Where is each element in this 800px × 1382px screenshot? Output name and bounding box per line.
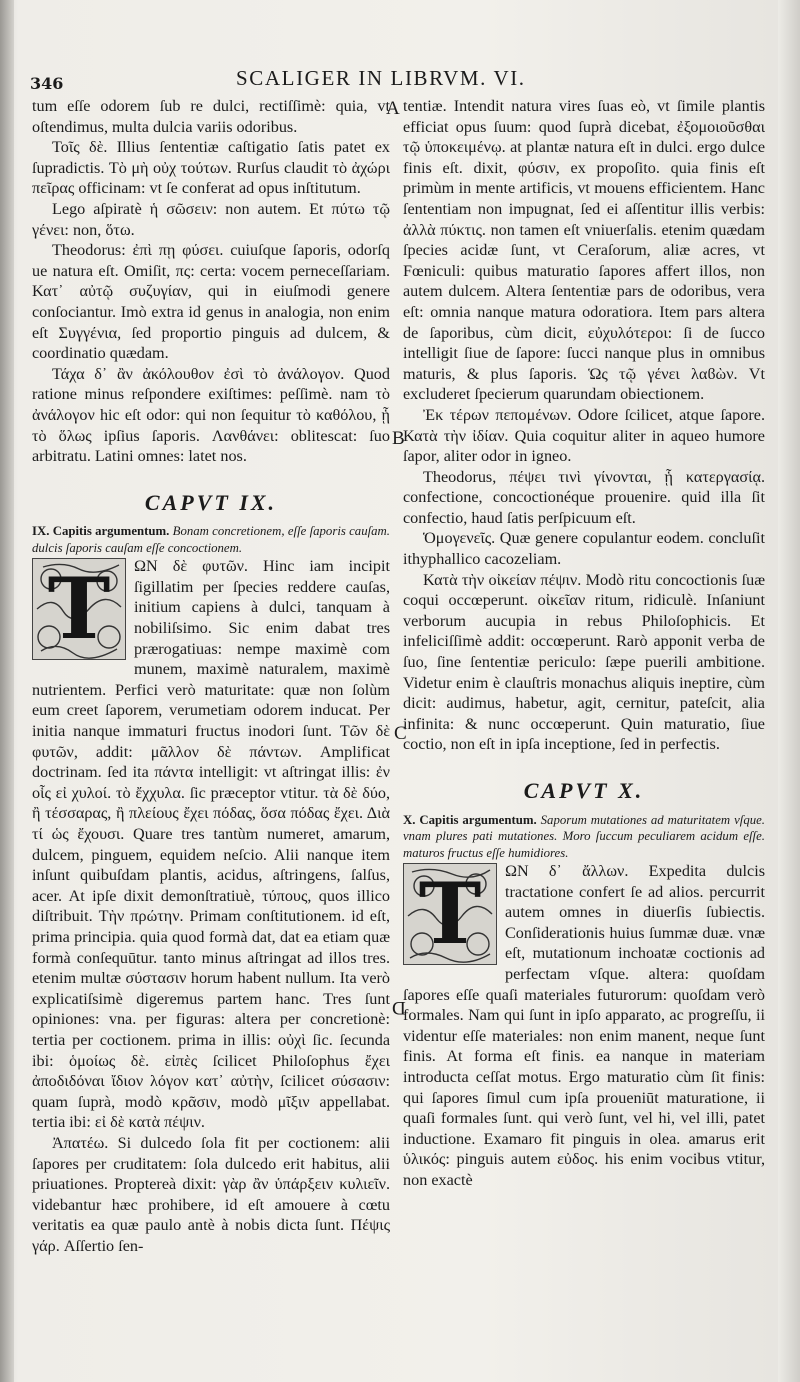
chapter-argument bbox=[32, 523, 390, 556]
left-column bbox=[32, 96, 390, 1256]
page-header bbox=[30, 60, 770, 93]
page-edge bbox=[778, 0, 800, 1382]
margin-letter-b: B bbox=[392, 428, 405, 449]
margin-letter-d: D bbox=[392, 997, 406, 1018]
argument-label: IX. Capitis argumentum. bbox=[32, 524, 170, 539]
paragraph: Κατὰ τὴν οἰκείαν πέψιν. Modò ritu concoctionis ſuæ coqui occœperunt. οἰκεῖαν ritum, ridiculè. Inſaniunt verborum aucupia in rebus Philoſophicis. Et infeliciſſimè addit: occœperunt. Rarò apponit verba de ſuo, ſine ſententiæ periculo: ſæpe puerili ambitione. Videtur enim è clauſtris monachus aliquis ineptire, cùm dicit: audimus, habetur, agit, cernitur, pateſcit, alia infinita: & nunc occœperunt. Quin maturatio, ſiue coctio, non eſt in ipſa inceptione, ſed in perfectis. bbox=[403, 570, 765, 754]
chapter-heading: CAPVT X. bbox=[523, 778, 645, 803]
argument-text: Saporum mutationes ad maturitatem vſque. vnam plures pati mutationes. Moro ſuccum peculiarem acidum eſſe. maturos fructus eſſe humidiores. bbox=[403, 812, 765, 860]
book-spine-shadow bbox=[0, 0, 14, 1382]
paragraph: Τάχα δ᾽ ἂν ἀκόλουθον ἐσὶ τὸ ἀνάλογον. Quod ratione minus reſpondere exiſtimes: peſſimè. nam τὸ ἀνάλογον hic eſt odor: qui non ſequitur τὸ καθόλου, ᾗ τὸ ὅλως ipſius ſaporis. Λανθάνει: oblitescat: ſuo arbitratu. Latini omnes: latet nos. bbox=[32, 364, 390, 466]
paragraph: Ἐκ τέρων πεπομένων. Odore ſcilicet, atque ſapore. Κατὰ τὴν ἰδίαν. Quia coquitur aliter in aqueo humore ſapor, aliter odor in igneo. bbox=[403, 405, 765, 466]
paragraph: Lego aſpiratè ἡ σῶσειν: non autem. Et πύτω τῷ γένει: non, ὅτω. bbox=[32, 199, 390, 239]
paragraph: tentiæ. Intendit natura vires ſuas eò, vt ſimile plantis efficiat opus ſuum: quod ſuprà dicebat, ἐξομοιοῦσθαι τῷ ὑποκειμένῳ. at plantæ natura eſt in dulci. ergo dulce finis eſt. dixit, φύσιν, ex propoſito. quia finis eſt primùm in mente artificis, vt mouens efficientem. Hanc ſententiam non impugnat, ſed ei aſſentitur illis verbis: ἀλλὰ πύκτις. non tamen eſt vniuerſalis. etenim quædam ſpecies acidæ ſunt, vt Ceraſorum, aliæ acres, vt Fœniculi: quibus maturatio ſapores affert illos, non autem dulcem. Altera ſententiæ pars de odoribus, vera eſt: omnia nanque matura odoratiora. Item pars altera de ſaporibus, cùm dicit, εὐχυλότεροι: ſi de ſucco intelligit ſiue de ſapore: ſucci nanque plus in omnibus maturis, & plus ſaporis. Ὡς τῷ γένει λαϐὼν. Vt excluderet ſpecierum quarundam obiectionem. bbox=[403, 97, 765, 404]
paragraph: ΩΝ δὲ φυτῶν. Hinc iam incipit ſigillatim per ſpecies reddere cauſas, initium capiens à dulci, tanquam à nobiliſsimo. Sic enim dabat tres prærogatiuas: nempe maximè com munem, maximè naturalem, maximè nutrientem. Perfici verò maturitate: quæ non ſolùm eum creet ſaporem, verumetiam odorem inducat. Per initia nanque immaturi fructus inodori ſunt. Τῶν δὲ φυτῶν, addit: μᾶλλον δὲ πάντων. Amplificat doctrinam. ſed ita πάντα intelligit: vt aſtringat illis: ἐν οἷς εἰ χυλοί. τὸ ἔχχυλα. ſic præceptor vtitur. τὰ δὲ δύο, ἢ τέσσαρας, ἢ πλείους ἔχει πόδας, ὅσα πόδας ἔχει. Διὰ τί ὡς ἔχουσι. Quare tres tantùm numeret, amarum, dulcem, pinguem, equidem neſcio. Alii nanque item inſunt quibuſdam plantis, acidus, aſtringens, ſalſus, acer. At ipſe dixit demonſtratiuè, τύπους, quos illico diſtribuit. Τὴν πρώτην. Primam conſtitutionem. id eſt, prima principia. quia quod formà dat, dat ea etiam quæ formà conſequūtur. tanto minus aſtringat ad illos tres. etenim multæ σύστασιν horum habent nullum. Ita verò explicatiſsimè digeremus partem hanc. Tres ſunt opiniones: vna. per figuras: altera per concretionè: tertia per coctionem. prima in illis: οὐχὶ ſic. ſecunda ibi: ὁμοίως δὲ. εἰπὲς ſcilicet Philoſophus ἔχει ἀποδιδόναι ἴδιον λόγον κατ᾽ αὐτὴν, ſcilicet σύσασιν: quam ſuprà, modò κρᾶσιν, modò μῖξιν appellabat. tertia ibi: εἰ δὲ κατὰ πέψιν. bbox=[32, 557, 390, 1132]
paragraph: Τοῖς δὲ. Illius ſententiæ caſtigatio ſatis patet ex ſupradictis. Τὸ μὴ οὐχ τούτων. Rurſus claudit τὸ ἀχώρι πεῖρας officinam: vt ſe conferat ad opus inſtitutum. bbox=[32, 138, 390, 198]
running-head: SCALIGER IN LIBRVM. VI. bbox=[236, 66, 526, 90]
paragraph: Ὁμογενεῖς. Quæ genere copulantur eodem. concluſit ithyphallico cacozeliam. bbox=[403, 529, 765, 569]
argument-label: X. Capitis argumentum. bbox=[403, 812, 537, 827]
chapter-heading: CAPVT IX. bbox=[144, 489, 278, 515]
initial-letter: T bbox=[418, 864, 482, 964]
right-column bbox=[403, 96, 765, 1191]
margin-letter-c: C bbox=[394, 723, 407, 744]
paragraph: ΩΝ δ᾽ ἄλλων. Expedita dulcis tractatione confert ſe ad alios. percurrit autem omnes in diuerſis ſubiectis. Conſiderationis huius ſummæ duæ. vnæ eſt, mutationum inchoatæ coctionis ad perfectam vſque. altera: quoſdam ſapores eſſe quaſi materiales futurorum: quoſdam verò formales. Nam qui ſunt in ipſo apparato, ac progreſſu, ii videntur eſſe materiales: non enim manent, neque ſunt finis. At forma eſt finis. ea nanque in materiam introducta ceſſat motus. Ergo maturatio cùm ſit finis: qui ſapores ſimul cum ipſa proueniūt maturatione, ii quaſi formales ſunt. qui verò ſunt, vel hi, vel illi, patet inductione. Examaro fit pinguis in olea. amarus erit ὑλικός: pinguis autem εὐδος. his enim vocibus vtitur, non exactè bbox=[403, 862, 765, 1189]
argument-text: Bonam concretionem, eſſe ſaporis cauſam. dulcis ſaporis cauſam eſſe concoctionem. bbox=[32, 524, 390, 555]
ornamental-initial bbox=[403, 863, 497, 965]
paragraph: Theodorus, πέψει τινὶ γίνονται, ᾗ κατεργασίᾳ. confectione, concoctionéque prouenire. quid illa ſit confectio, haud ſatis perſpicuum eſt. bbox=[403, 467, 765, 527]
paragraph: Ἀπατέω. Si dulcedo ſola fit per coctionem: alii ſapores per cruditatem: ſola dulcedo erit habitus, alii priuationes. Proptereà dixit: γὰρ ἂν ὑπάρξειν κυλιεῖν. videbantur hæc prohibere, id eſt amouere à cœtu veritatis ea quæ paulo antè à nobis dicta ſunt. Πέψις γάρ. Aſſertio ſen- bbox=[32, 1133, 390, 1255]
ornamental-initial bbox=[32, 558, 126, 660]
paragraph: Theodorus: ἐπὶ πῃ φύσει. cuiuſque ſaporis, odorſq ue natura eſt. Omiſit, πς: certa: vocem perneceſſariam. Κατ᾽ αὐτῷ συζυγίαν, qui in eiuſmodi genere conſociantur. Imò extra id genus in analogia, non enim eſt Συγγένια, ſed proportio pinguis ad dulcem, & coordinatio quædam. bbox=[32, 241, 390, 363]
page-number: 346 bbox=[30, 74, 64, 93]
initial-letter: T bbox=[47, 559, 111, 659]
paragraph: tum eſſe odorem ſub re dulci, rectiſſimè: quia, vt oſtendimus, multa dulcia variis odoribus. bbox=[32, 97, 390, 136]
chapter-argument bbox=[403, 812, 765, 862]
margin-letter-a: A bbox=[386, 98, 400, 119]
